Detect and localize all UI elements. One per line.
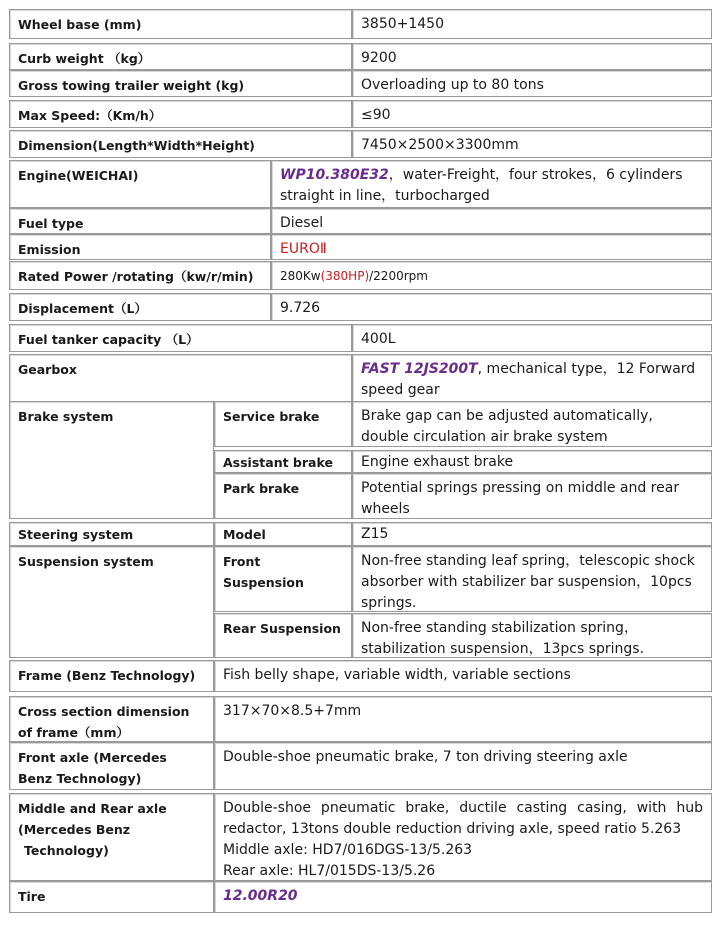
fuel-tanker-label: Fuel tanker capacity （L） [9, 324, 352, 352]
fuel-tanker-value: 400L [352, 324, 712, 352]
rated-power-hp: (380HP) [320, 269, 370, 283]
middle-rear-axle-label-line2: (Mercedes Benz [18, 822, 131, 837]
gearbox-desc: , mechanical type，12 Forward speed gear [361, 361, 696, 398]
tire-value: 12.00R20 [214, 881, 712, 913]
curb-weight-value: 9200 [352, 43, 712, 70]
service-brake-value: Brake gap can be adjusted automatically, double circulation air brake system [352, 401, 712, 447]
rear-suspension-label: Rear Suspension [214, 613, 352, 658]
tire-label: Tire [9, 881, 214, 913]
rated-power-value [271, 261, 712, 290]
assistant-brake-label: Assistant brake [214, 450, 352, 473]
wheel-base-label: Wheel base (mm) [9, 9, 352, 39]
max-speed-label: Max Speed:（Km/h） [9, 100, 352, 128]
front-suspension-value: Non-free standing leaf spring，telescopic shock absorber with stabilizer bar suspension，10pcs springs. [352, 546, 712, 612]
displacement-label: Displacement（L） [9, 293, 271, 321]
front-suspension-label: Front Suspension [214, 546, 352, 612]
displacement-value: 9.726 [271, 293, 712, 321]
gearbox-model: FAST 12JS200T [361, 361, 478, 377]
frame-value: Fish belly shape, variable width, variable sections [214, 660, 712, 692]
service-brake-label: Service brake [214, 401, 352, 447]
engine-desc: ，water-Freight，four strokes，6 cylinders straight in line，turbocharged [280, 167, 683, 204]
steering-model-value: Z15 [352, 522, 712, 546]
dimension-value: 7450×2500×3300mm [352, 130, 712, 158]
gearbox-label: Gearbox [9, 354, 352, 402]
middle-rear-axle-label [9, 793, 214, 881]
emission-value: EUROⅡ [271, 234, 712, 260]
gross-towing-value: Overloading up to 80 tons [352, 70, 712, 97]
rated-power-label: Rated Power /rotating（kw/r/min) [9, 261, 271, 290]
curb-weight-label: Curb weight （kg） [9, 43, 352, 70]
rated-power-kw: 280Kw [280, 269, 321, 283]
rear-suspension-value: Non-free standing stabilization spring，stabilization suspension，13pcs springs. [352, 613, 712, 658]
assistant-brake-value: Engine exhaust brake [352, 450, 712, 473]
frame-label: Frame (Benz Technology) [9, 660, 214, 692]
engine-model: WP10.380E32 [280, 167, 389, 183]
wheel-base-value: 3850+1450 [352, 9, 712, 39]
engine-label: Engine(WEICHAI) [9, 160, 271, 208]
cross-section-label: Cross section dimension of frame（mm） [9, 696, 214, 742]
fuel-type-value: Diesel [271, 208, 712, 234]
middle-axle-model: Middle axle: HD7/016DGS-13/5.263 [223, 842, 473, 858]
brake-system-label: Brake system [9, 401, 214, 519]
park-brake-label: Park brake [214, 473, 352, 519]
engine-value [271, 160, 712, 208]
steering-system-label: Steering system [9, 522, 214, 546]
rear-axle-model: Rear axle: HL7/015DS-13/5.26 [223, 863, 436, 879]
middle-rear-axle-label-line1: Middle and Rear axle [18, 801, 167, 816]
rated-power-rpm: /2200rpm [369, 269, 428, 283]
dimension-label: Dimension(Length*Width*Height) [9, 130, 352, 158]
suspension-system-label: Suspension system [9, 546, 214, 658]
max-speed-value: ≤90 [352, 100, 712, 128]
cross-section-value: 317×70×8.5+7mm [214, 696, 712, 742]
middle-rear-axle-desc: Double-shoe pneumatic brake, ductile casting casing, with hub redactor, 13tons double reduction driving axle, speed ratio 5.263 [223, 800, 703, 837]
front-axle-label: Front axle (Mercedes Benz Technology) [9, 742, 214, 790]
steering-model-label: Model [214, 522, 352, 546]
gearbox-value [352, 354, 712, 402]
middle-rear-axle-label-line3: Technology) [24, 843, 109, 858]
front-axle-value: Double-shoe pneumatic brake, 7 ton driving steering axle [214, 742, 712, 790]
fuel-type-label: Fuel type [9, 208, 271, 234]
emission-label: Emission [9, 234, 271, 260]
gross-towing-label: Gross towing trailer weight (kg) [9, 70, 352, 97]
middle-rear-axle-value [214, 793, 712, 881]
park-brake-value: Potential springs pressing on middle and rear wheels [352, 473, 712, 519]
